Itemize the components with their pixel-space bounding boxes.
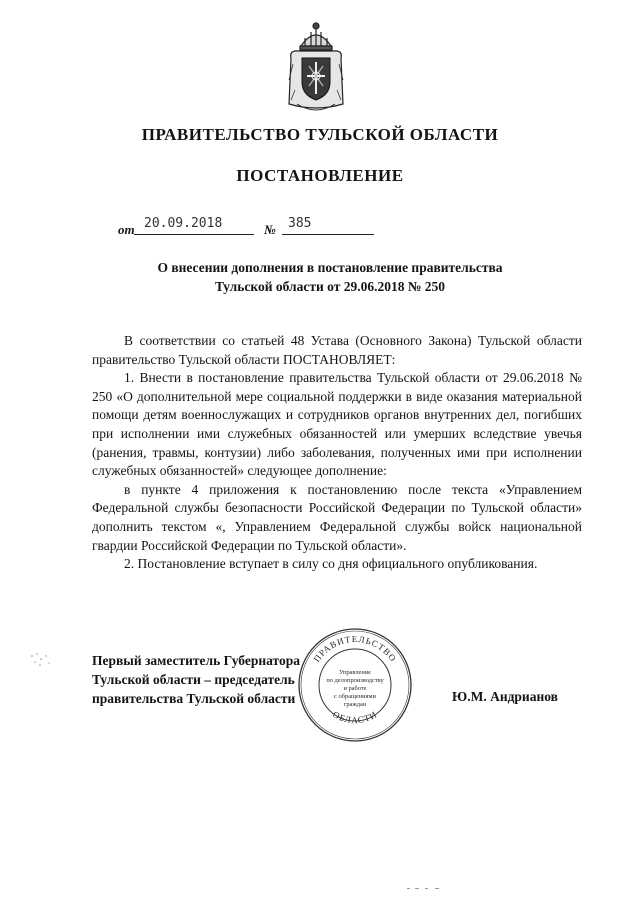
number-value: 385	[288, 216, 312, 231]
organization-title: ПРАВИТЕЛЬСТВО ТУЛЬСКОЙ ОБЛАСТИ	[141, 125, 499, 144]
official-stamp	[296, 626, 414, 744]
subject-line: Тульской области от 29.06.2018 № 250	[214, 279, 446, 294]
document-type: ПОСТАНОВЛЕНИЕ	[236, 166, 404, 185]
stamp-center-line: с обращениями	[334, 693, 376, 700]
document-subject	[90, 258, 570, 296]
date-value: 20.09.2018	[144, 216, 223, 231]
body-paragraph: 1. Внести в постановление правительства Тульской области от 29.06.2018 № 250 «О дополнительной мере социальной поддержки в виде оказания материальной помощи детям военнослужащих и сотрудников органов внутренних дел, погибших при исполнении ими служебных обязанностей или умерших вследствие увечья (ранения, травмы, контузии) либо заболевания, полученных ими при исполнении служебных обязанностей» следующее дополнение:	[92, 370, 582, 479]
signatory-title-line: Тульской области – председатель	[92, 672, 295, 687]
stamp-ring-bottom: ОБЛАСТИ	[331, 709, 379, 726]
body-paragraph: В соответствии со статьей 48 Устава (Основного Закона) Тульской области правительство Тульской области ПОСТАНОВЛЯЕТ:	[92, 333, 582, 367]
number-prefix: №	[264, 222, 276, 237]
stamp-center-line: по делопроизводству	[326, 677, 384, 684]
body-paragraph: в пункте 4 приложения к постановлению после текста «Управлением Федеральной службы безопасности Российской Федерации по Тульской области» дополнить текстом «, Управлением Федеральной службы войск национальной гвардии Российской Федерации по Тульской области».	[92, 481, 582, 553]
date-underline	[134, 234, 254, 235]
signatory-title-line: Первый заместитель Губернатора	[92, 653, 300, 668]
date-number-line	[118, 212, 378, 238]
date-prefix: от	[118, 222, 135, 237]
stamp-ring-top: ПРАВИТЕЛЬСТВО	[311, 633, 399, 664]
stamp-center-line: и работе	[343, 685, 367, 692]
document-body	[92, 332, 582, 574]
signatory-title-line: правительства Тульской области	[92, 691, 296, 706]
body-paragraph: 2. Постановление вступает в силу со дня официального опубликования.	[124, 556, 538, 572]
subject-line: О внесении дополнения в постановление правительства	[157, 260, 503, 275]
scan-speck	[28, 650, 54, 670]
stamp-center-line: Управление	[338, 669, 372, 676]
tula-coat-of-arms-icon	[285, 20, 347, 112]
number-underline	[282, 234, 374, 235]
scan-speck	[405, 886, 445, 892]
stamp-center-line: граждан	[343, 701, 367, 708]
signatory-name: Ю.М. Андрианов	[452, 689, 558, 704]
